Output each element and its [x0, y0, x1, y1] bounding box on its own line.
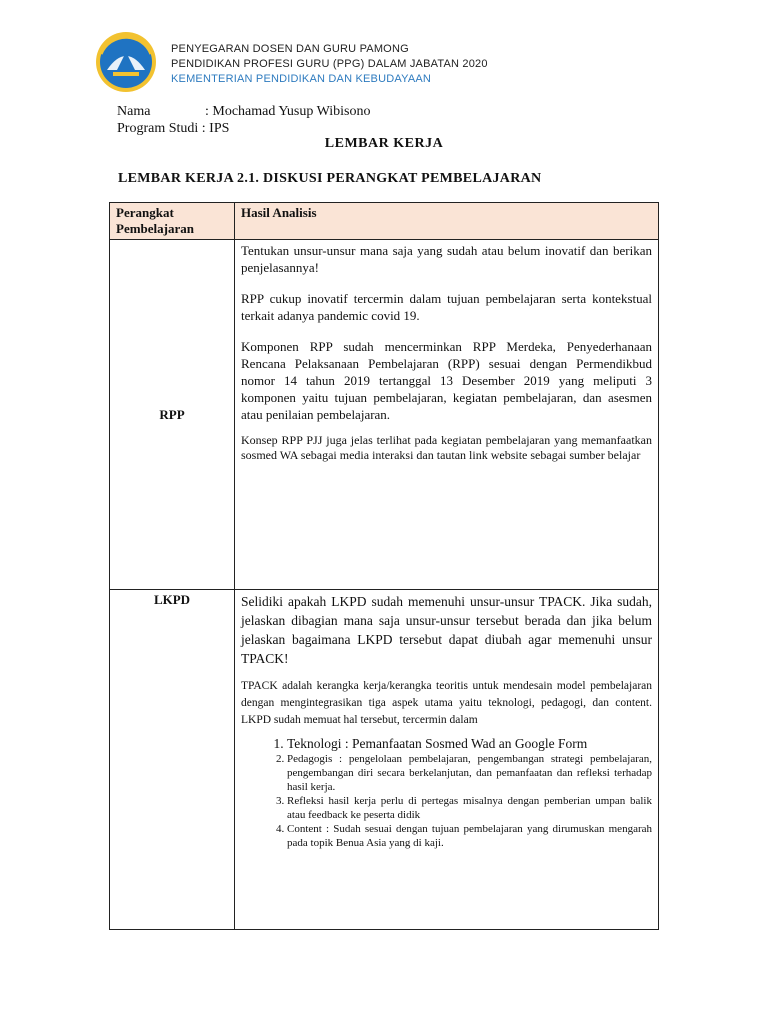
student-info [117, 103, 370, 137]
rpp-analysis-cell [235, 240, 659, 590]
header-line-3: KEMENTERIAN PENDIDIKAN DAN KEBUDAYAAN [171, 73, 432, 85]
header-line-1: PENYEGARAN DOSEN DAN GURU PAMONG [171, 43, 409, 55]
header-text [171, 42, 488, 87]
document-header [93, 30, 653, 94]
list-item: 4. Content : Sudah sesuai dengan tujuan pembelajaran yang dirumuskan mengarah pada topik Benua Asia yang di kaji. [287, 822, 652, 850]
program-value: : IPS [198, 121, 230, 136]
row-label-rpp: RPP [110, 240, 235, 590]
table-row-rpp [110, 240, 659, 590]
name-row [117, 103, 370, 120]
col-header-hasil: Hasil Analisis [235, 203, 659, 240]
list-item: 1. Teknologi : Pemanfaatan Sosmed Wad an Google Form [287, 735, 652, 752]
row-label-lkpd: LKPD [110, 590, 235, 930]
lkpd-answer: TPACK adalah kerangka kerja/kerangka teoritis untuk mendesain model pembelajaran dengan mengintegrasikan tiga aspek utama yaitu teknologi, pedagogi, dan content. LKPD sudah memuat hal tersebut, tercermin dalam [241, 680, 652, 726]
name-label: Nama [117, 104, 151, 119]
worksheet-subtitle: LEMBAR KERJA 2.1. DISKUSI PERANGKAT PEMBELAJARAN [118, 171, 542, 186]
table-row-lkpd [110, 590, 659, 930]
list-item: 3. Refleksi hasil kerja perlu di pertegas misalnya dengan pemberian umpan balik atau feedback ke peserta didik [287, 794, 652, 822]
program-label: Program Studi [117, 121, 199, 136]
lkpd-analysis-cell [235, 590, 659, 930]
col-header-perangkat: Perangkat Pembelajaran [110, 203, 235, 240]
tut-wuri-handayani-logo [93, 30, 159, 94]
page-title: LEMBAR KERJA [324, 136, 444, 151]
tpack-list [241, 735, 652, 850]
name-value: : Mochamad Yusup Wibisono [205, 104, 371, 119]
header-line-2: PENDIDIKAN PROFESI GURU (PPG) DALAM JABATAN 2020 [171, 58, 488, 70]
lkpd-question: Selidiki apakah LKPD sudah memenuhi unsur-unsur TPACK. Jika sudah, jelaskan dibagian mana saja unsur-unsur tersebut berada dan jika belum jelaskan bagaimana LKPD tersebut dapat diubah agar memenuhi unsur TPACK! [241, 594, 652, 666]
program-row [117, 120, 370, 137]
analysis-table [109, 202, 659, 930]
rpp-answer-2: Komponen RPP sudah mencerminkan RPP Merdeka, Penyederhanaan Rencana Pelaksanaan Pembelajaran (RPP) sesuai dengan Permendikbud nomor 14 tahun 2019 tertanggal 13 Desember 2019 yang meliputi 3 komponen yaitu tujuan pembelajaran, kegiatan pembelajaran, dan asesmen atau penilaian pembelajaran. [241, 339, 652, 422]
rpp-answer-3: Konsep RPP PJJ juga jelas terlihat pada kegiatan pembelajaran yang memanfaatkan sosmed WA sebagai media interaksi dan tautan link website sebagai sumber belajar [241, 433, 652, 462]
table-header-row [110, 203, 659, 240]
list-item: 2. Pedagogis : pengelolaan pembelajaran, pengembangan strategi pembelajaran, pengembangan diri secara berkelanjutan, dan pemanfaatan dan refleksi terhadap hasil kerja. [287, 752, 652, 794]
rpp-question: Tentukan unsur-unsur mana saja yang sudah atau belum inovatif dan berikan penjelasannya! [241, 243, 652, 275]
rpp-answer-1: RPP cukup inovatif tercermin dalam tujuan pembelajaran serta kontekstual terkait adanya pandemic covid 19. [241, 291, 652, 323]
